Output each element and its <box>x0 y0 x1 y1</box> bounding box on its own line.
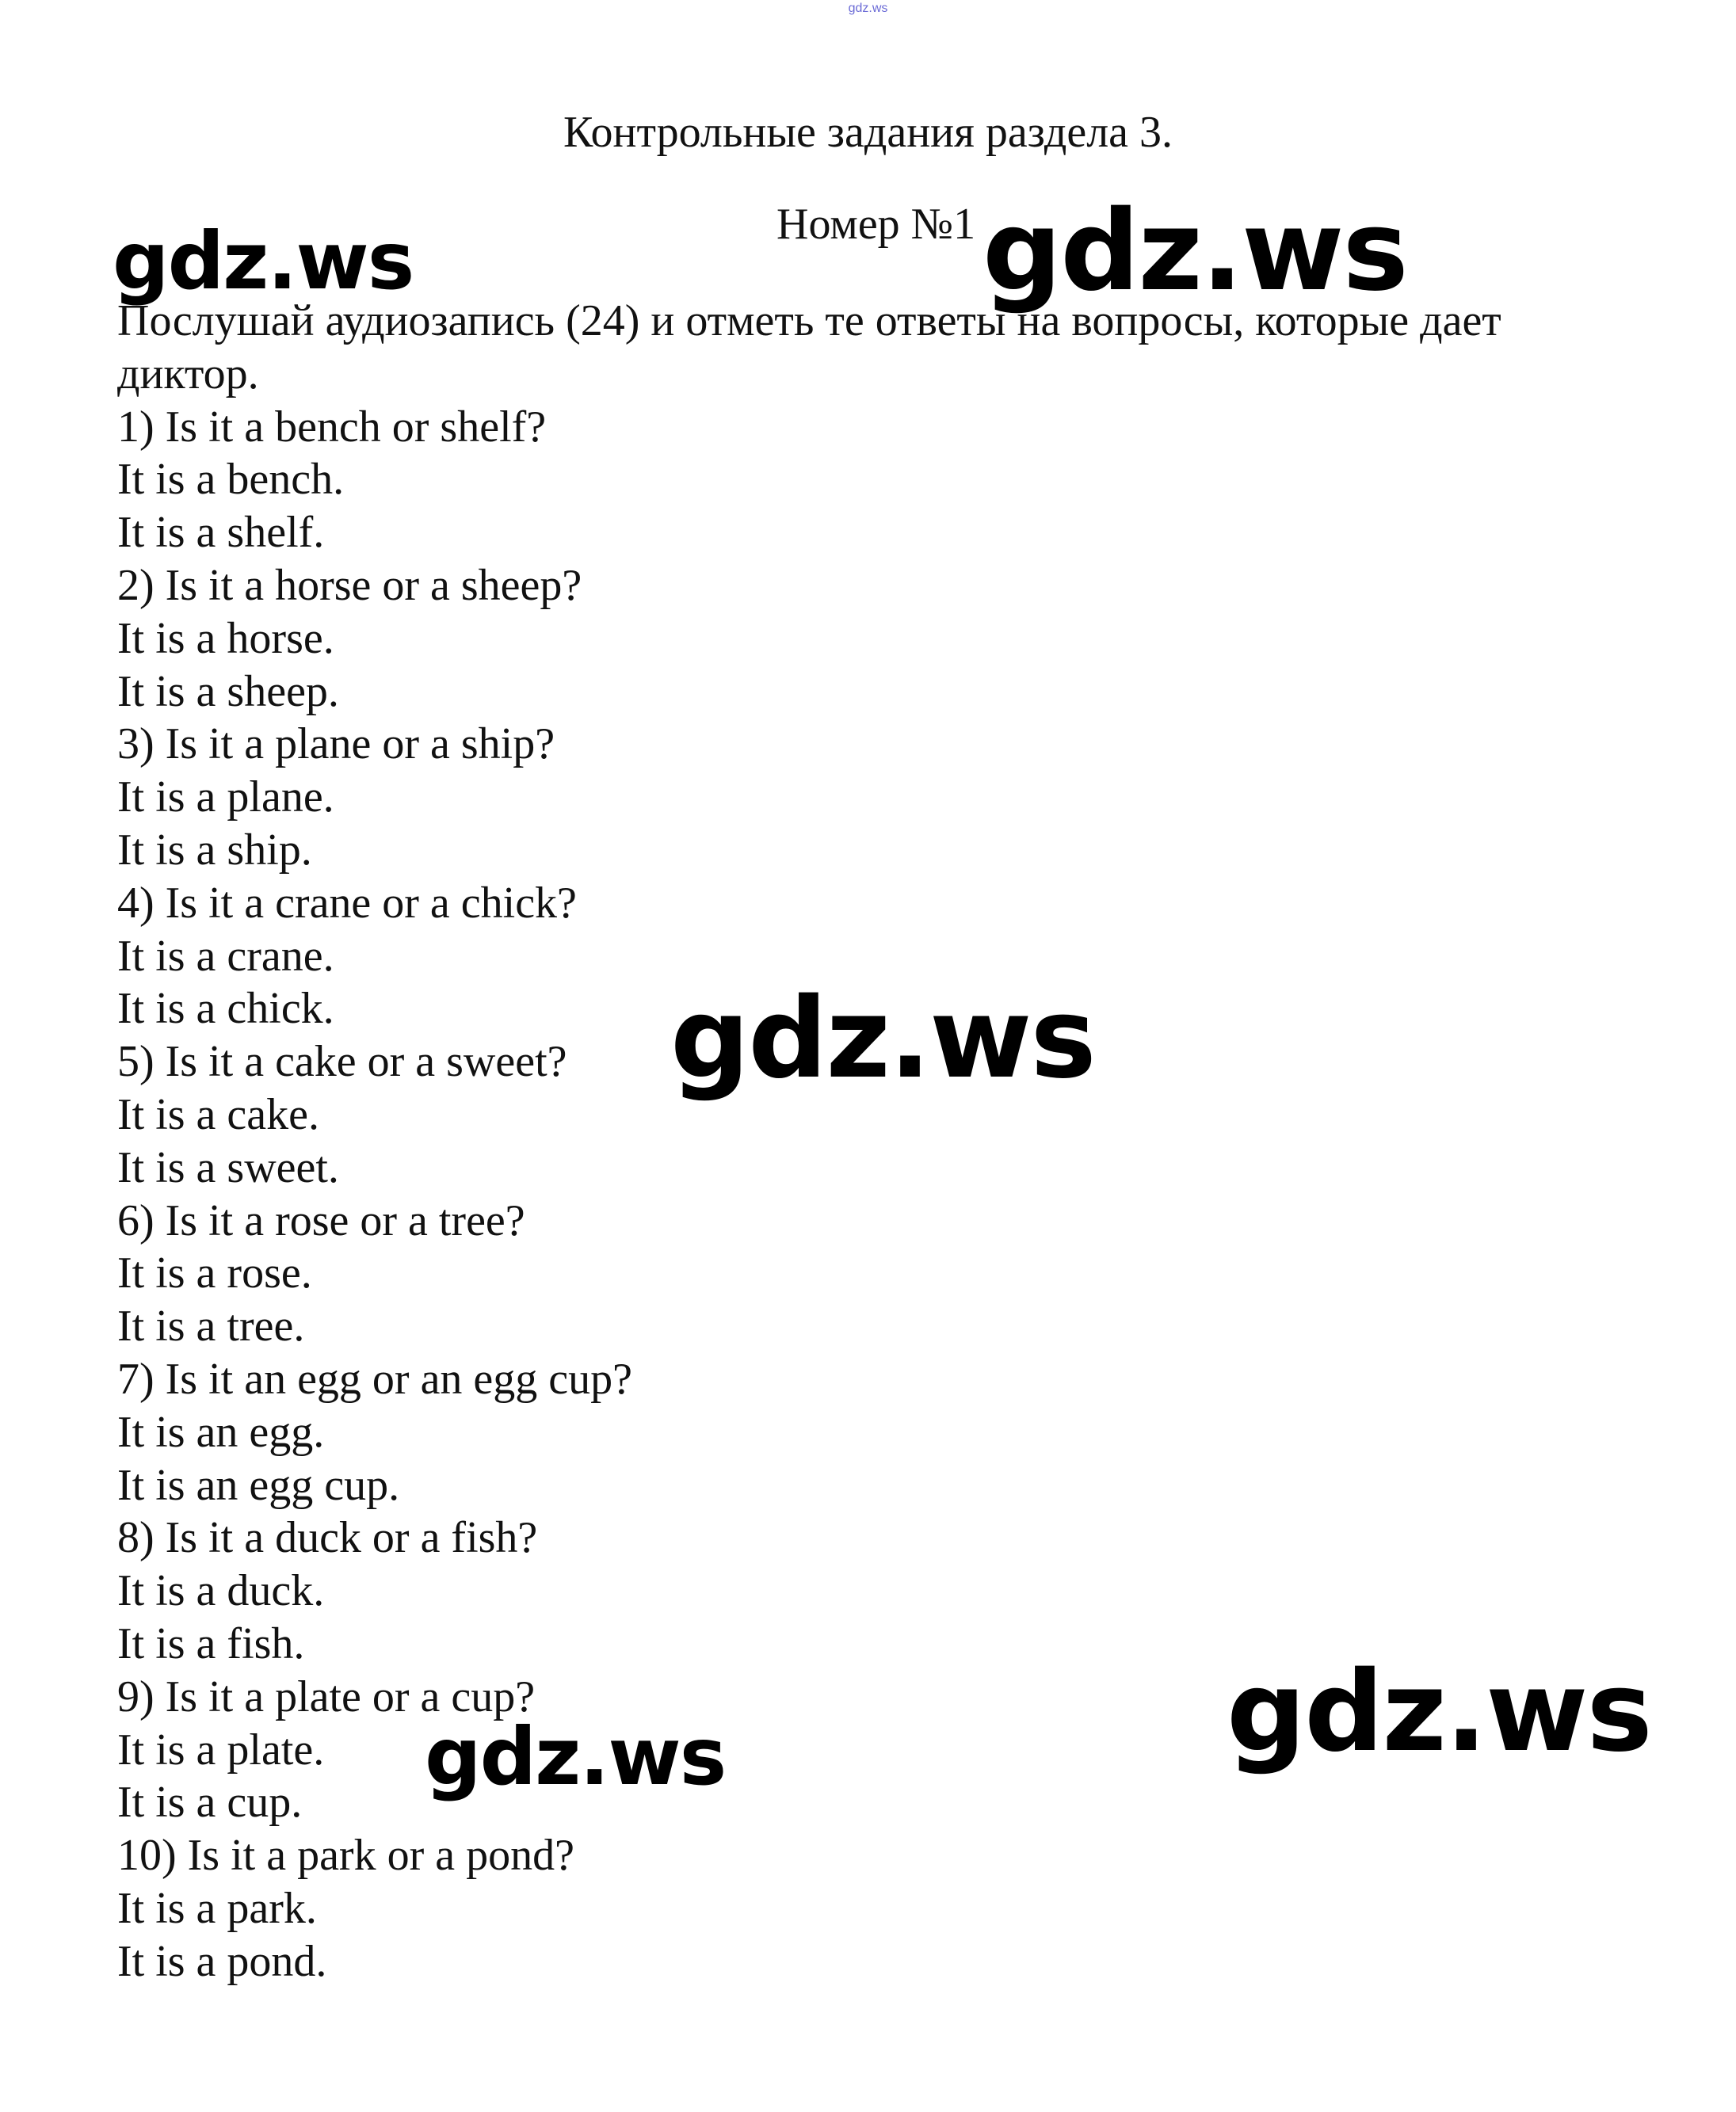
answer-8b: It is a fish. <box>117 1618 305 1668</box>
watermark: gdz.ws <box>982 187 1407 316</box>
watermark: gdz.ws <box>670 974 1095 1104</box>
answer-4b: It is a chick. <box>117 984 334 1034</box>
answer-10b: It is a pond. <box>117 1936 327 1986</box>
answer-5a: It is a cake. <box>117 1089 319 1139</box>
answer-9b: It is a cup. <box>117 1778 303 1828</box>
question-4: 4) Is it a crane or a chick? <box>117 878 577 928</box>
header-watermark: gdz.ws <box>848 2 888 15</box>
answer-1a: It is a bench. <box>117 455 345 505</box>
answer-7a: It is an egg. <box>117 1407 325 1457</box>
answer-8a: It is a duck. <box>117 1566 325 1616</box>
answer-5b: It is a sweet. <box>117 1142 339 1192</box>
question-2: 2) Is it a horse or a sheep? <box>117 560 582 610</box>
question-5: 5) Is it a cake or a sweet? <box>117 1037 567 1087</box>
answer-3a: It is a plane. <box>117 772 334 822</box>
answer-4a: It is a crane. <box>117 931 334 981</box>
question-6: 6) Is it a rose or a tree? <box>117 1195 525 1245</box>
question-8: 8) Is it a duck or a fish? <box>117 1513 538 1563</box>
answer-2b: It is a sheep. <box>117 666 339 716</box>
watermark: gdz.ws <box>425 1710 726 1803</box>
answer-1b: It is a shelf. <box>117 508 325 558</box>
question-9: 9) Is it a plate or a cup? <box>117 1672 536 1721</box>
question-1: 1) Is it a bench or shelf? <box>117 402 547 452</box>
answer-6b: It is a tree. <box>117 1302 305 1351</box>
answer-7b: It is an egg cup. <box>117 1460 400 1510</box>
question-3: 3) Is it a plane or a ship? <box>117 719 555 769</box>
question-10: 10) Is it a park or a pond? <box>117 1831 574 1881</box>
answer-6a: It is a rose. <box>117 1249 312 1298</box>
page-title: Контрольные задания раздела 3. <box>563 108 1173 157</box>
question-7: 7) Is it an egg or an egg cup? <box>117 1354 632 1404</box>
answer-3b: It is a ship. <box>117 825 312 875</box>
watermark: gdz.ws <box>113 215 414 307</box>
answer-10a: It is a park. <box>117 1883 317 1933</box>
answer-2a: It is a horse. <box>117 613 334 663</box>
watermark: gdz.ws <box>1227 1648 1651 1777</box>
answer-9a: It is a plate. <box>117 1725 325 1775</box>
task-number: Номер №1 <box>776 200 976 249</box>
task-instruction: Послушай аудиозапись (24) и отметь те ответы на вопросы, которые дает диктор. <box>117 296 1501 398</box>
